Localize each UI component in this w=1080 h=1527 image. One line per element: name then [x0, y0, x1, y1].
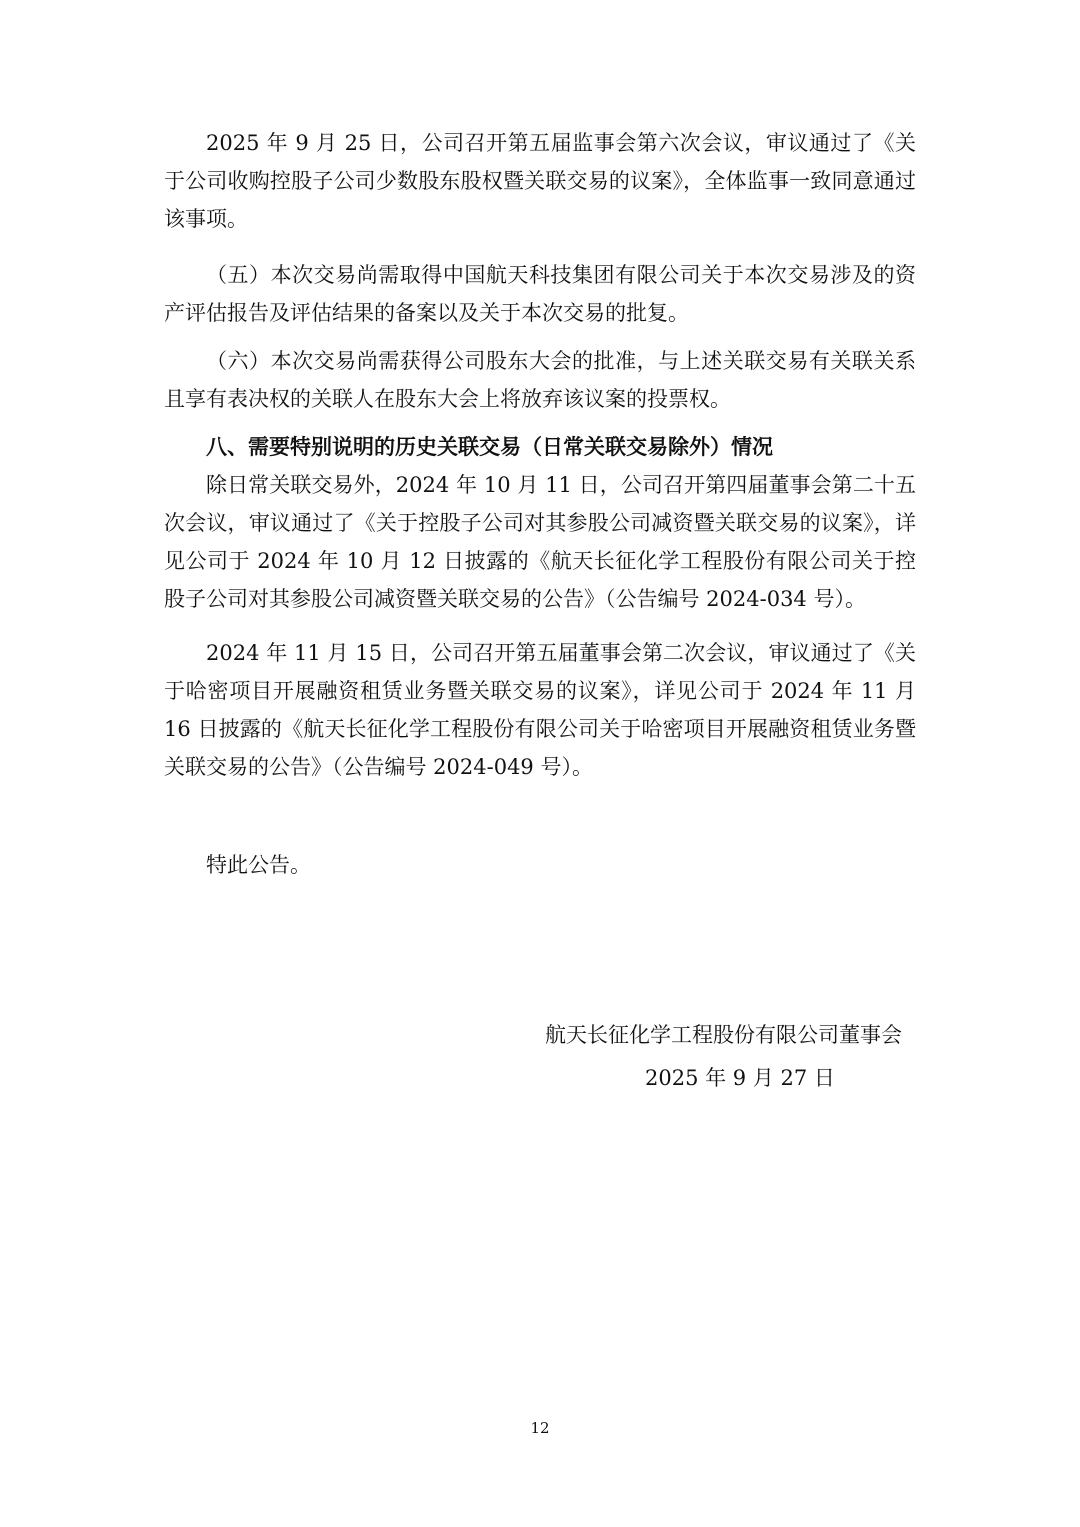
- paragraph-history-1: 除日常关联交易外，2024 年 10 月 11 日，公司召开第四届董事会第二十五次会议，审议通过了《关于控股子公司对其参股公司减资暨关联交易的议案》，详见公司于 2024 年 10 月 12 日披露的《航天长征化学工程股份有限公司关于控股子公司对其参股公司减资暨关联交易的公告》（公告编号 2024-034 号）。: [164, 473, 916, 611]
- paragraph-supervisory-board: 2025 年 9 月 25 日，公司召开第五届监事会第六次会议，审议通过了《关于公司收购控股子公司少数股东股权暨关联交易的议案》，全体监事一致同意通过该事项。: [164, 131, 916, 231]
- section-heading: 八、需要特别说明的历史关联交易（日常关联交易除外）情况: [206, 434, 773, 459]
- closing-text: 特此公告。: [206, 853, 311, 877]
- signature-company: 航天长征化学工程股份有限公司董事会: [545, 1023, 902, 1047]
- paragraph-history-2: 2024 年 11 月 15 日，公司召开第五届董事会第二次会议，审议通过了《关于哈密项目开展融资租赁业务暨关联交易的议案》，详见公司于 2024 年 11 月 16 日披露的《航天长征化学工程股份有限公司关于哈密项目开展融资租赁业务暨关联交易的公告》（公告编号 2024-049 号）。: [164, 641, 916, 779]
- paragraph-item-six: （六）本次交易尚需获得公司股东大会的批准，与上述关联交易有关联关系且享有表决权的关联人在股东大会上将放弃该议案的投票权。: [164, 349, 916, 411]
- paragraph-item-five: （五）本次交易尚需取得中国航天科技集团有限公司关于本次交易涉及的资产评估报告及评估结果的备案以及关于本次交易的批复。: [164, 263, 916, 325]
- signature-date: 2025 年 9 月 27 日: [645, 1066, 835, 1090]
- page-number: 12: [530, 1419, 550, 1437]
